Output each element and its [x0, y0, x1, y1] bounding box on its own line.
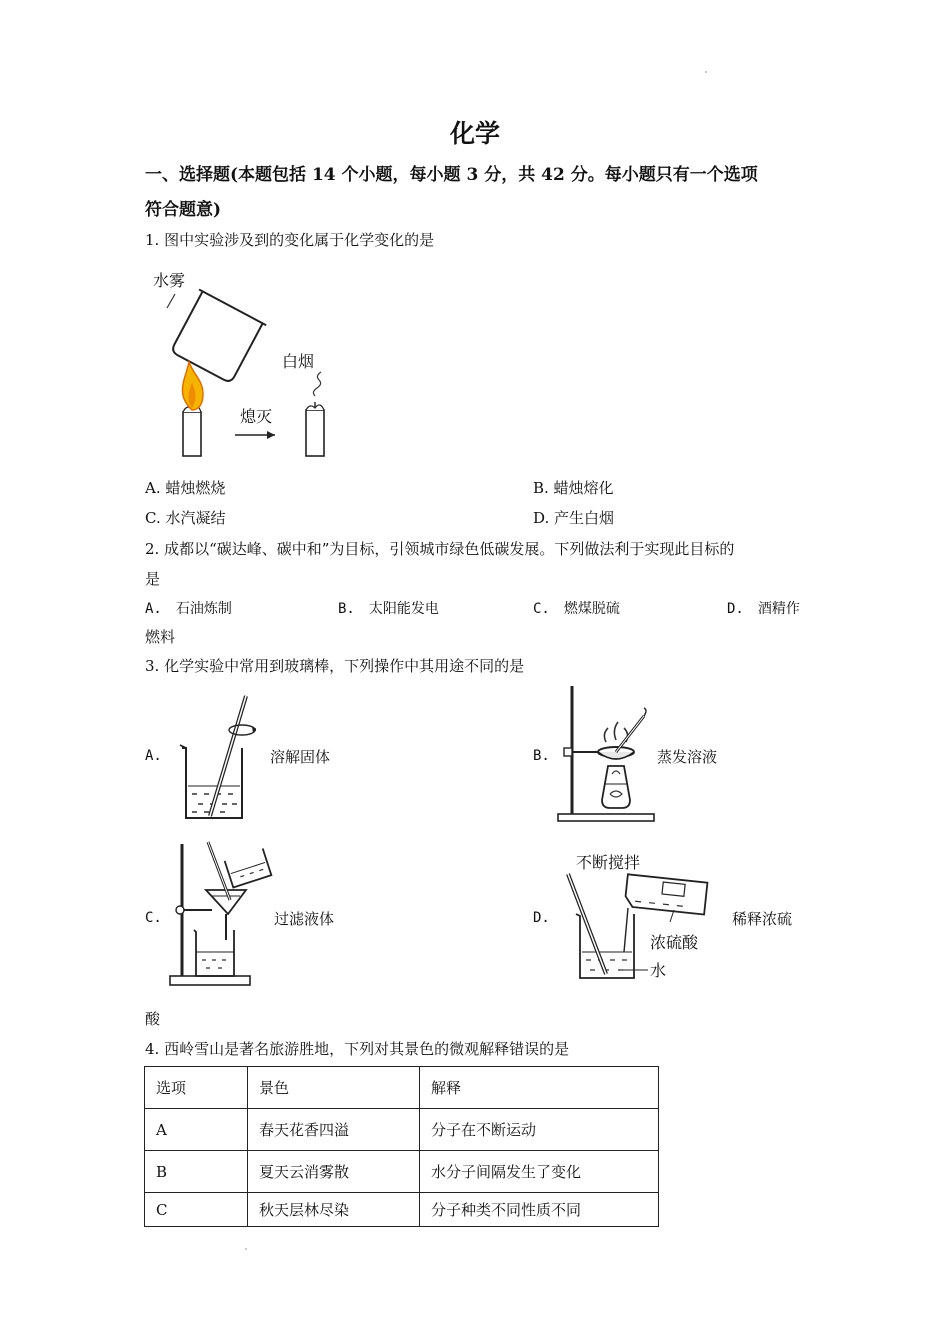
q3-dissolve-figure — [176, 690, 256, 825]
table-row — [145, 1193, 659, 1227]
page-title: 化学 — [449, 119, 500, 148]
q1-candle-figure — [145, 262, 345, 462]
q3-option-b-label: 蒸发溶液 — [657, 748, 718, 766]
q1-option-d: D. 产生白烟 — [533, 509, 615, 527]
q3-option-d-letter: D. — [533, 910, 550, 926]
q3-option-b-letter: B. — [533, 748, 550, 764]
table-header-row — [145, 1067, 659, 1109]
scan-speck — [245, 1248, 247, 1250]
q2-stem-line1: 2. 成都以“碳达峰、碳中和”为目标，引领城市绿色低碳发展。下列做法利于实现此目标的 — [145, 540, 735, 558]
table-cell: 秋天层林尽染 — [248, 1193, 420, 1227]
alcohol-lamp — [602, 766, 630, 808]
table-header-cell: 选项 — [145, 1067, 248, 1109]
q1-option-b: B. 蜡烛熔化 — [533, 479, 614, 497]
table-cell: 水分子间隔发生了变化 — [420, 1151, 659, 1193]
q2-option-a: A. 石油炼制 — [145, 601, 232, 617]
pouring-beaker — [225, 849, 272, 888]
q1-option-c: C. 水汽凝结 — [145, 509, 226, 527]
q3-dilute-figure — [562, 848, 714, 984]
q2-stem-line2: 是 — [145, 570, 161, 588]
label-stir: 不断搅拌 — [576, 853, 641, 872]
table-cell: 分子种类不同性质不同 — [420, 1193, 659, 1227]
q3-option-c-letter: C. — [145, 910, 162, 926]
label-extinguish: 熄灭 — [240, 407, 273, 426]
q4-stem: 4. 西岭雪山是著名旅游胜地，下列对其景色的微观解释错误的是 — [145, 1040, 570, 1058]
q3-evaporate-figure — [556, 682, 661, 824]
table-row — [145, 1109, 659, 1151]
q3-option-d-wrap: 酸 — [145, 1010, 161, 1028]
q3-option-d-label: 稀释浓硫 — [732, 910, 793, 928]
smoke-wisp — [313, 372, 321, 396]
q1-stem: 1. 图中实验涉及到的变化属于化学变化的是 — [145, 231, 435, 249]
tilted-beaker — [167, 290, 266, 386]
candle-out — [306, 410, 324, 456]
q3-filter-figure — [168, 838, 280, 990]
table-row — [145, 1151, 659, 1193]
receiving-beaker — [194, 930, 234, 976]
stir-arrow-icon — [229, 725, 255, 735]
q3-option-c-label: 过滤液体 — [274, 910, 335, 928]
label-water: 水 — [650, 961, 667, 980]
label-mist: 水雾 — [153, 271, 186, 290]
q3-stem: 3. 化学实验中常用到玻璃棒，下列操作中其用途不同的是 — [145, 657, 525, 675]
section-heading-line1: 一、选择题(本题包括 14 个小题，每小题 3 分，共 42 分。每小题只有一个选项 — [145, 165, 758, 185]
table-cell: C — [145, 1193, 248, 1227]
section-heading-line2: 符合题意) — [145, 200, 222, 220]
scan-speck — [705, 71, 707, 73]
table-cell: B — [145, 1151, 248, 1193]
label-smoke: 白烟 — [282, 352, 315, 371]
evaporating-dish — [598, 752, 634, 759]
label-acid: 浓硫酸 — [650, 933, 699, 952]
q2-option-d-wrap: 燃料 — [145, 628, 176, 646]
table-cell: 春天花香四溢 — [248, 1109, 420, 1151]
table-cell: A — [145, 1109, 248, 1151]
table-header-cell: 解释 — [420, 1067, 659, 1109]
candle-lit — [183, 412, 201, 456]
q1-option-a: A. 蜡烛燃烧 — [145, 479, 226, 497]
q3-option-a-letter: A. — [145, 748, 162, 764]
q4-table — [144, 1066, 659, 1227]
q3-option-a-label: 溶解固体 — [270, 748, 331, 766]
arrow-icon — [267, 431, 275, 439]
table-cell: 夏天云消雾散 — [248, 1151, 420, 1193]
q2-option-c: C. 燃煤脱硫 — [533, 601, 620, 617]
table-cell: 分子在不断运动 — [420, 1109, 659, 1151]
acid-bottle — [625, 874, 708, 914]
q2-option-d: D. 酒精作 — [727, 601, 800, 617]
q2-option-b: B. 太阳能发电 — [338, 601, 439, 617]
table-header-cell: 景色 — [248, 1067, 420, 1109]
